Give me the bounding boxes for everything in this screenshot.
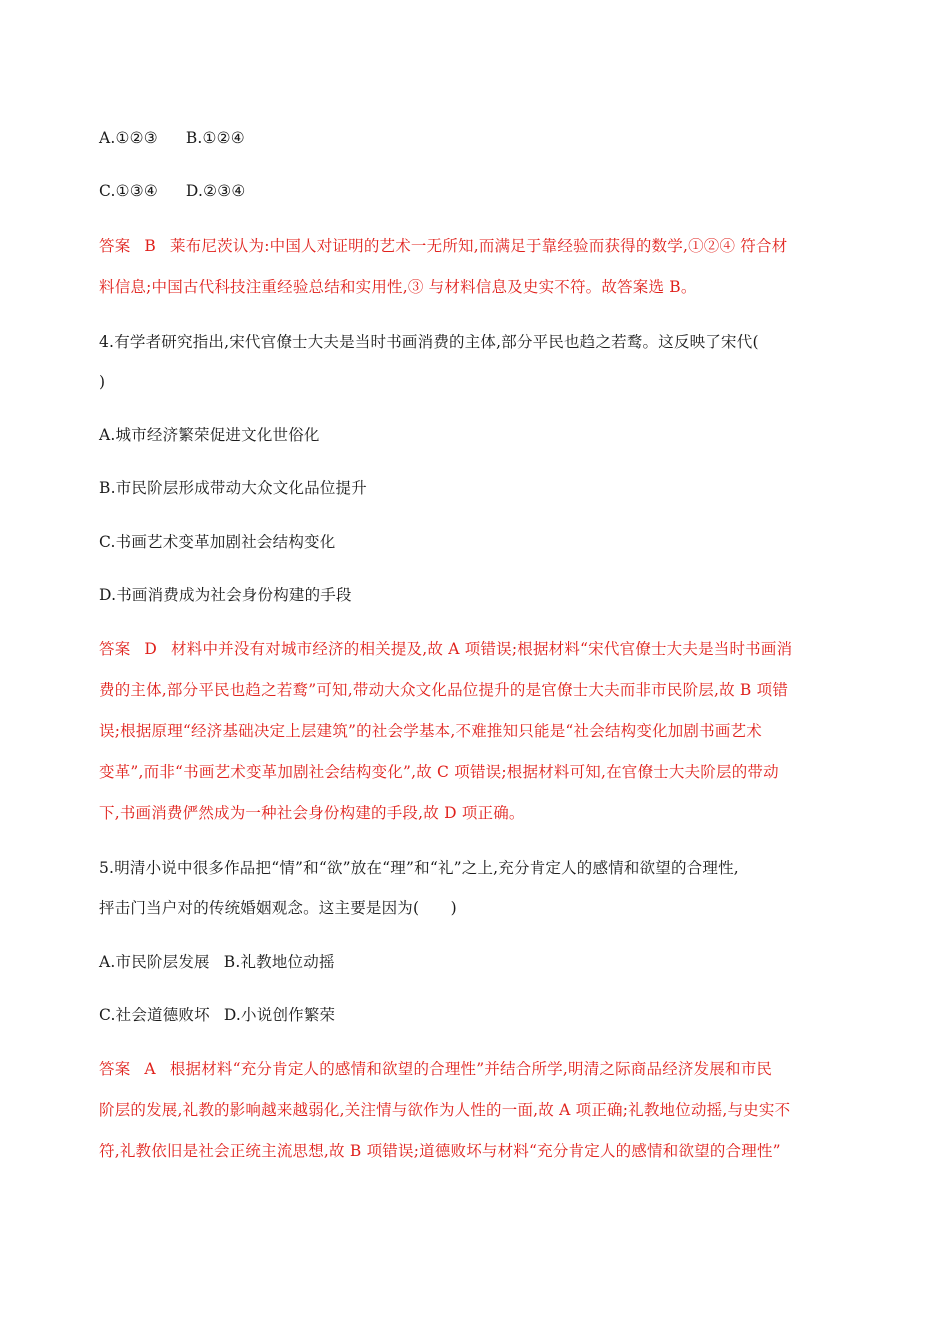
q5-option-a: A.市民阶层发展: [99, 953, 210, 971]
q3-answer-line2: [99, 277, 851, 297]
q5-answer-letter: A: [144, 1060, 156, 1078]
q5-explanation-text: 根据材料“充分肯定人的感情和欲望的合理性”并结合所学,明清之际商品经济发展和市民: [169, 1060, 773, 1078]
q4-stem-line2: ): [99, 373, 106, 391]
q5-stem-line1: 5.明清小说中很多作品把“情”和“欲”放在“理”和“礼”之上,充分肯定人的感情和欲望的合理性,: [99, 859, 739, 877]
q3-answer-line1: [99, 236, 851, 256]
q3-answer-letter: B: [144, 237, 156, 255]
q5-option-b: B.礼教地位动摇: [223, 953, 335, 971]
q3-explanation-text: 料信息;中国古代科技注重经验总结和实用性,③ 与材料信息及史实不符。故答案选 B。: [99, 278, 697, 296]
q5-answer-line2: 阶层的发展,礼教的影响越来越弱化,关注情与欲作为人性的一面,故 A 项正确;礼教地位动摇,与史实不: [99, 1101, 791, 1119]
q3-options-row2: [99, 181, 851, 201]
q4-answer-line5: 下,书画消费俨然成为一种社会身份构建的手段,故 D 项正确。: [99, 804, 525, 822]
q3-option-c: C.①③④: [99, 182, 158, 200]
q4-answer-line1: [99, 639, 851, 659]
q4-answer-line4: 变革”,而非“书画艺术变革加剧社会结构变化”,故 C 项错误;根据材料可知,在官僚士大夫阶层的带动: [99, 763, 779, 781]
q4-answer-line3: 误;根据原理“经济基础决定上层建筑”的社会学基本,不难推知只能是“社会结构变化加剧书画艺术: [99, 722, 762, 740]
q5-answer-line3: 符,礼教依旧是社会正统主流思想,故 B 项错误;道德败坏与材料“充分肯定人的感情和欲望的合理性”: [99, 1142, 781, 1160]
q3-answer-label: 答案: [99, 237, 131, 255]
q4-answer-label: 答案: [99, 640, 131, 658]
q3-option-a: A.①②③: [99, 129, 158, 147]
q3-option-b: B.①②④: [185, 129, 245, 147]
q3-option-d: D.②③④: [185, 182, 246, 200]
q4-option-d: D.书画消费成为社会身份构建的手段: [99, 586, 352, 604]
q3-options-row1: [99, 128, 851, 148]
q5-stem-line2: 抨击门当户对的传统婚姻观念。这主要是因为( ): [99, 899, 457, 917]
q5-answer-label: 答案: [99, 1060, 131, 1078]
q4-option-b: B.市民阶层形成带动大众文化品位提升: [99, 479, 367, 497]
q4-answer-letter: D: [144, 640, 158, 658]
q4-stem-line1: 4.有学者研究指出,宋代官僚士大夫是当时书画消费的主体,部分平民也趋之若鹜。这反映了宋代(: [99, 333, 759, 351]
q4-option-c: C.书画艺术变革加剧社会结构变化: [99, 533, 336, 551]
q5-answer-line1: [99, 1059, 851, 1079]
q5-option-d: D.小说创作繁荣: [223, 1006, 336, 1024]
q4-option-a: A.城市经济繁荣促进文化世俗化: [99, 426, 320, 444]
q5-options-row2: [99, 1005, 851, 1025]
q4-answer-line2: 费的主体,部分平民也趋之若鹜”可知,带动大众文化品位提升的是官僚士大夫而非市民阶层,故 B 项错: [99, 681, 789, 699]
q5-option-c: C.社会道德败坏: [99, 1006, 210, 1024]
q3-explanation-text: 莱布尼茨认为:中国人对证明的艺术一无所知,而满足于靠经验而获得的数学,①②④ 符合材: [170, 237, 788, 255]
q5-options-row1: [99, 952, 851, 972]
q4-explanation-text: 材料中并没有对城市经济的相关提及,故 A 项错误;根据材料“宋代官僚士大夫是当时书画消: [171, 640, 793, 658]
